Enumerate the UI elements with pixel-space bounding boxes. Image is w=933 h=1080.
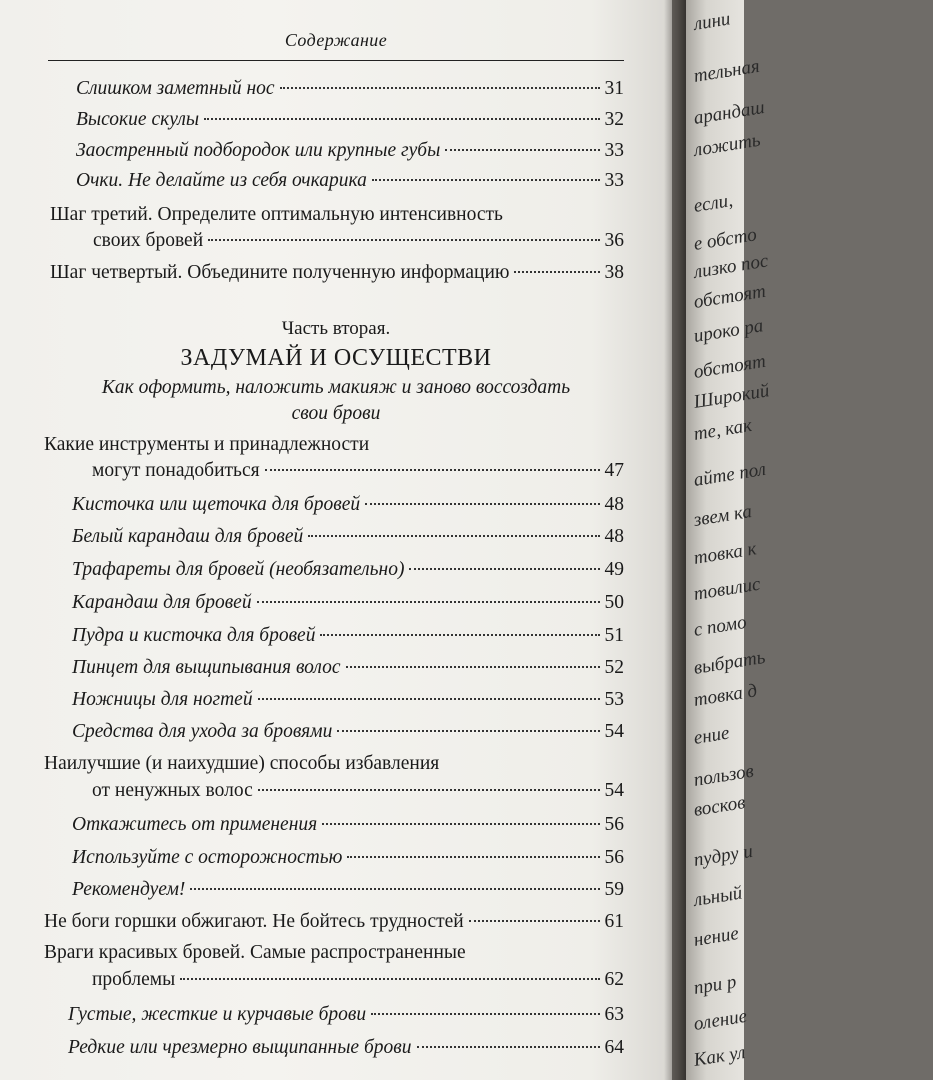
facing-page-text: ложить	[692, 129, 762, 161]
dot-leader	[265, 469, 600, 471]
facing-page-edge	[686, 0, 771, 1080]
dot-leader	[258, 698, 600, 700]
toc-entry[interactable]	[0, 907, 672, 935]
part-label: Часть вторая.	[281, 318, 391, 339]
dot-leader	[180, 978, 599, 980]
toc-entry[interactable]	[0, 685, 672, 713]
toc-entry-title: Карандаш для бровей	[72, 592, 252, 613]
toc-page-number: 64	[604, 1037, 624, 1058]
toc-entry-title-line1: Враги красивых бровей. Самые распространенные	[44, 942, 466, 963]
toc-page-number: 63	[604, 1004, 624, 1025]
facing-page-text: оление	[692, 1005, 749, 1035]
dot-leader	[347, 856, 599, 858]
toc-page-number: 50	[604, 592, 624, 613]
toc-entry-title: Густые, жесткие и курчавые брови	[68, 1004, 367, 1025]
toc-page-number: 32	[604, 109, 624, 130]
dot-leader	[204, 118, 599, 120]
toc-entry-title: Рекомендуем!	[72, 879, 186, 900]
toc-page-number: 47	[604, 460, 624, 481]
facing-page-text: лизко пос	[692, 250, 770, 283]
facing-page-text: айте пол	[692, 458, 768, 491]
dot-leader	[409, 568, 599, 570]
toc-page-number: 62	[604, 969, 624, 990]
facing-page-text: выбрать	[692, 646, 767, 679]
toc-entry-title: Заостренный подбородок или крупные губы	[76, 140, 441, 161]
toc-page-number: 33	[604, 170, 624, 191]
dot-leader	[469, 920, 600, 922]
facing-page-text: Широкий	[692, 380, 771, 413]
toc-entry-title-line1: Шаг третий. Определите оптимальную интенсивность	[50, 204, 503, 225]
facing-page-text: ение	[692, 722, 731, 749]
facing-page-text: если,	[692, 190, 735, 217]
toc-entry[interactable]	[0, 258, 672, 286]
toc-entry[interactable]	[0, 490, 672, 518]
facing-page-text: обстоят	[692, 350, 768, 383]
toc-page-number: 53	[604, 689, 624, 710]
facing-page-text: товка к	[692, 538, 758, 569]
dot-leader	[280, 87, 600, 89]
toc-entry[interactable]	[0, 653, 672, 681]
toc-entry-title: Средства для ухода за бровями	[72, 721, 333, 742]
toc-page-number: 36	[604, 230, 624, 251]
dot-leader	[371, 1013, 599, 1015]
toc-entry-title: Шаг четвертый. Объедините полученную информацию	[50, 262, 510, 283]
facing-page-text: при р	[692, 971, 738, 999]
toc-entry-title: от ненужных волос	[92, 780, 253, 801]
facing-page-text: Как ул	[692, 1042, 747, 1071]
toc-page-number: 38	[604, 262, 624, 283]
toc-page-number: 52	[604, 657, 624, 678]
toc-entry-title-line1: Наилучшие (и наихудшие) способы избавления	[44, 753, 440, 774]
facing-page-text: обстоят	[692, 280, 768, 313]
running-header: Содержание	[284, 30, 388, 50]
toc-entry-title: Ножницы для ногтей	[72, 689, 253, 710]
dot-leader	[337, 730, 599, 732]
toc-entry-title: могут понадобиться	[92, 460, 260, 481]
toc-entry-title: Не боги горшки обжигают. Не бойтесь трудностей	[44, 911, 464, 932]
toc-page-number: 33	[604, 140, 624, 161]
facing-page-text: товка д	[692, 680, 759, 711]
dot-leader	[257, 601, 600, 603]
part-title: ЗАДУМАЙ И ОСУЩЕСТВИ	[180, 345, 492, 371]
book-spine-shadow	[664, 0, 688, 1080]
toc-entry[interactable]	[0, 810, 672, 838]
part-subtitle-line2: свои брови	[291, 403, 381, 424]
toc-entry-title: своих бровей	[93, 230, 204, 251]
toc-entry[interactable]	[0, 136, 672, 164]
facing-page-text: восков	[692, 792, 747, 821]
toc-entry-title-line1: Какие инструменты и принадлежности	[44, 434, 370, 455]
toc-page-number: 56	[604, 814, 624, 835]
toc-entry[interactable]	[0, 555, 672, 583]
dot-leader	[190, 888, 599, 890]
facing-page-text: е обсто	[692, 224, 759, 255]
toc-entry[interactable]	[0, 621, 672, 649]
toc-entry-title: Высокие скулы	[76, 109, 200, 130]
toc-entry-title: Пудра и кисточка для бровей	[72, 625, 316, 646]
facing-page-text: нение	[692, 923, 741, 951]
toc-page-number: 61	[604, 911, 624, 932]
toc-entry[interactable]	[0, 522, 672, 550]
facing-page-text: те, как	[692, 414, 754, 445]
part-subtitle-line1: Как оформить, наложить макияж и заново воссоздать	[101, 377, 571, 398]
toc-entry-title: Белый карандаш для бровей	[72, 526, 304, 547]
toc-entry-title: проблемы	[92, 969, 176, 990]
facing-page-text: лини	[692, 8, 732, 35]
toc-entry[interactable]	[0, 105, 672, 133]
dot-leader	[258, 789, 600, 791]
toc-page-number: 49	[604, 559, 624, 580]
facing-page-text: ироко ра	[692, 315, 765, 347]
toc-entry-title: Очки. Не делайте из себя очкарика	[76, 170, 367, 191]
dot-leader	[372, 179, 600, 181]
dot-leader	[514, 271, 599, 273]
toc-entry[interactable]	[0, 456, 672, 484]
toc-entry-title: Используйте с осторожностью	[72, 847, 343, 868]
dot-leader	[208, 239, 599, 241]
dot-leader	[322, 823, 599, 825]
toc-page-number: 59	[604, 879, 624, 900]
toc-entry-title: Кисточка или щеточка для бровей	[72, 494, 361, 515]
toc-entry[interactable]	[0, 226, 672, 254]
toc-page-number: 48	[604, 494, 624, 515]
dot-leader	[365, 503, 599, 505]
dot-leader	[445, 149, 599, 151]
toc-page-number: 48	[604, 526, 624, 547]
toc-entry[interactable]	[0, 843, 672, 871]
toc-entry[interactable]	[0, 776, 672, 804]
toc-entry[interactable]	[0, 717, 672, 745]
toc-page-number: 54	[604, 721, 624, 742]
toc-entry[interactable]	[0, 1000, 672, 1028]
toc-entry[interactable]	[0, 1033, 672, 1061]
toc-page-number: 31	[604, 78, 624, 99]
facing-page-text: льный	[692, 882, 744, 911]
toc-entry[interactable]	[0, 74, 672, 102]
facing-page-text: с помо	[692, 611, 749, 641]
facing-page-text: тельная	[692, 55, 762, 87]
toc-entry[interactable]	[0, 965, 672, 993]
toc-entry-title: Пинцет для выщипывания волос	[72, 657, 341, 678]
toc-page-number: 56	[604, 847, 624, 868]
toc-entry-title: Откажитесь от применения	[72, 814, 318, 835]
facing-page-text: пудру и	[692, 840, 755, 871]
toc-page-number: 54	[604, 780, 624, 801]
toc-entry[interactable]	[0, 166, 672, 194]
dot-leader	[346, 666, 600, 668]
facing-page-text: товилис	[692, 573, 762, 605]
toc-page-number: 51	[604, 625, 624, 646]
toc-entry[interactable]	[0, 875, 672, 903]
toc-entry-title: Слишком заметный нос	[76, 78, 275, 99]
facing-page-text: пользов	[692, 760, 756, 791]
toc-entry-title: Редкие или чрезмерно выщипанные брови	[68, 1037, 412, 1058]
dot-leader	[417, 1046, 600, 1048]
facing-page-text: звем ка	[692, 500, 754, 531]
dot-leader	[308, 535, 599, 537]
toc-entry[interactable]	[0, 588, 672, 616]
toc-entry-title: Трафареты для бровей (необязательно)	[72, 559, 405, 580]
dot-leader	[320, 634, 599, 636]
facing-page-text: арандаш	[692, 96, 767, 129]
